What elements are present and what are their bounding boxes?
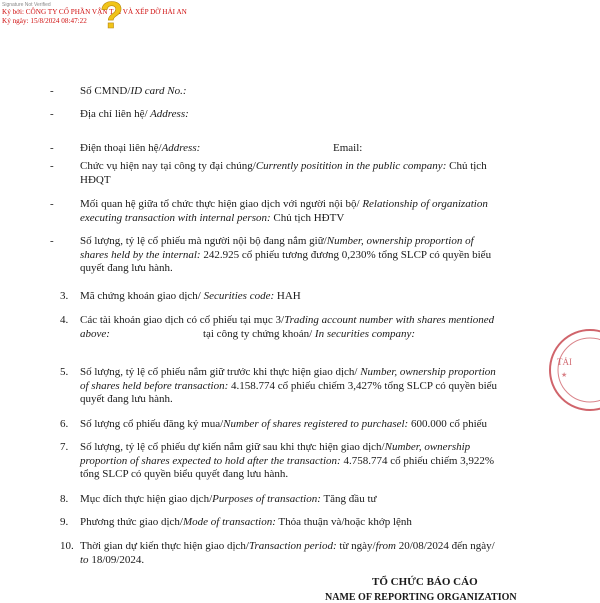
- bullet-dash: -: [50, 160, 54, 172]
- bullet-dash: -: [50, 235, 54, 247]
- svg-text:TẢI: TẢI: [557, 357, 572, 367]
- item-number: 6.: [60, 418, 69, 430]
- item-number: 8.: [60, 493, 69, 505]
- purpose-field: Mục đích thực hiện giao dịch/Purposes of transaction: Tăng đầu tư: [80, 493, 377, 505]
- item-number: 4.: [60, 314, 69, 326]
- item-number: 10.: [60, 540, 74, 552]
- signature-signed-date: Ký ngày: 15/8/2024 08:47:22: [2, 17, 87, 25]
- transaction-period-field: Thời gian dự kiến thực hiện giao dịch/Transaction period: từ ngày/from 20/08/2024 đến ngày/ to 18/09/2024.: [80, 540, 495, 566]
- mode-field: Phương thức giao dịch/Mode of transaction: Thỏa thuận và/hoặc khớp lệnh: [80, 516, 412, 528]
- shares-after-field: Số lượng, tỷ lệ cổ phiếu dự kiến nắm giữ sau khi thực hiện giao dịch/Number, ownership proportion of shares expected to hold after the transaction: 4.758.774 cổ phiếu chiếm 3,922% tổng SLCP có quyền biểu quyết đang lưu hành.: [80, 441, 495, 480]
- phone-field: Điện thoại liên hệ/Address:: [80, 142, 201, 154]
- shares-registered-field: Số lượng cổ phiếu đăng ký mua/Number of shares registered to purchasel: 600.000 cổ phiếu: [80, 418, 488, 430]
- reporting-organization-heading-en: NAME OF REPORTING ORGANIZATION: [325, 592, 517, 603]
- securities-code-field: Mã chứng khoán giao dịch/ Securities code: HAH: [80, 290, 301, 302]
- id-card-field: Số CMND/ID card No.:: [80, 85, 187, 97]
- item-number: 9.: [60, 516, 69, 528]
- email-field: Email:: [333, 142, 363, 154]
- signature-signed-by: Ký bởi: CÔNG TY CỔ PHẦN VẬN TẢI VÀ XẾP DỠ HẢI AN: [2, 8, 187, 16]
- item-number: 7.: [60, 441, 69, 453]
- signature-status: Signature Not Verified: [2, 2, 51, 8]
- svg-text:★: ★: [561, 371, 568, 379]
- bullet-dash: -: [50, 108, 54, 120]
- bullet-dash: -: [50, 142, 54, 154]
- relationship-field: Mối quan hệ giữa tổ chức thực hiện giao dịch với người nội bộ/ Relationship of organization executing transaction with internal person: Chủ tịch HĐTV: [80, 198, 488, 224]
- reporting-organization-heading: TỔ CHỨC BÁO CÁO: [372, 576, 478, 588]
- bullet-dash: -: [50, 85, 54, 97]
- shares-before-field: Số lượng, tỷ lệ cổ phiếu nắm giữ trước khi thực hiện giao dịch/ Number, ownership proportion of shares held before transaction: 4.158.774 cổ phiếu chiếm 3,427% tổng SLCP có quyền biểu quyết đang lưu hành.: [80, 366, 498, 405]
- item-number: 3.: [60, 290, 69, 302]
- item-number: 5.: [60, 366, 69, 378]
- bullet-dash: -: [50, 198, 54, 210]
- trading-accounts-field: Các tài khoản giao dịch có cổ phiếu tại mục 3/Trading account number with shares mentioned above: tại công ty chứng khoán/ In securities company:: [80, 314, 495, 340]
- insider-shares-field: Số lượng, tỷ lệ cổ phiếu mà người nội bộ đang nắm giữ/Number, ownership proportion of shares held by the internal: 242.925 cổ phiếu tương đương 0,230% tổng SLCP có quyền biểu quyết đang lưu hành.: [80, 235, 492, 274]
- address-field: Địa chỉ liên hệ/ Address:: [80, 108, 189, 120]
- svg-text:?: ?: [100, 0, 124, 34]
- company-stamp-image: [535, 325, 600, 415]
- unverified-question-icon: [96, 0, 126, 34]
- position-field: Chức vụ hiện nay tại công ty đại chúng/Currently positition in the public company: Chủ tịch HĐQT: [80, 160, 487, 186]
